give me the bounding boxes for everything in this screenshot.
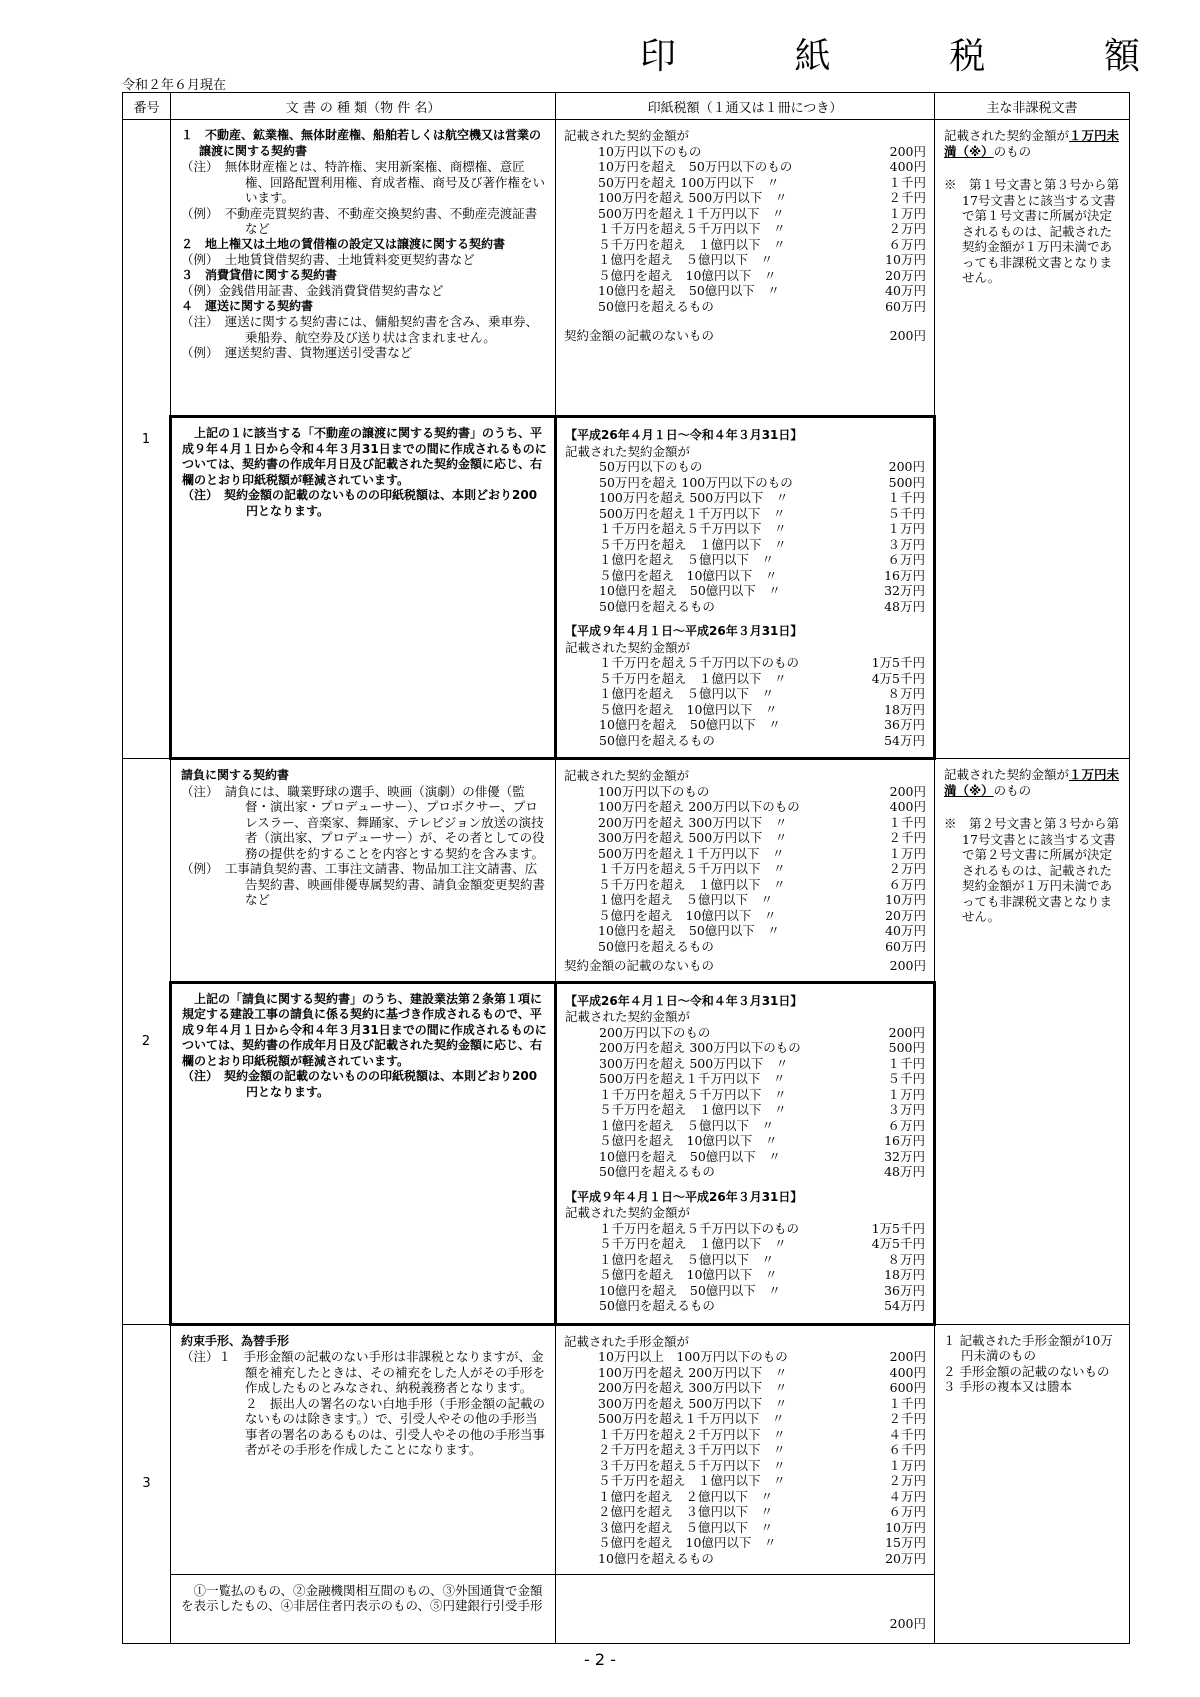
rate-row — [564, 268, 926, 284]
kind-line: ２ 地上権又は土地の賃借権の設定又は譲渡に関する契約書 — [181, 236, 506, 251]
rate-row — [565, 599, 925, 615]
reduced-rate-note — [171, 417, 556, 759]
rate-row — [564, 252, 926, 268]
rate-row — [565, 552, 925, 568]
amount-range: 300万円を超え 500万円以下 〃 — [599, 1055, 789, 1071]
amount-range: 200万円を超え 300万円以下のもの — [599, 1040, 801, 1056]
amount-range: 200万円を超え 300万円以下 〃 — [598, 1380, 788, 1396]
table-row — [123, 1324, 1130, 1574]
amount-range: 100万円を超え 500万円以下 〃 — [599, 490, 789, 506]
rate-row — [565, 733, 925, 749]
exempt-note: ※ 第１号文書と第３号から第17号文書とに該当する文書で第１号文書に所属が決定されるものは、記載された契約金額が１万円未満であっても非課税文書となりません。 — [944, 177, 1120, 285]
rate-row — [564, 939, 926, 955]
tax-rate-cell: 記載された契約金額が 100万円以下のもの 200円 100万円を超え 200万円以下のもの 400円 200万円を超え 300万円以下 〃 １千円 300万円を超え 500万円以下 〃 ２千円 500万円を超え１千万円以下 〃 １万円 １千万円を超え５千万円以下 〃 ２万円 ５千万円を超え １億円以下 〃 ６万円 １億円を超え ５億円以下 〃 10万円 ５億円を超え 10億円以下 〃 20万円 10億円を超え 50億円以下 〃 40万円 50億円を超えるもの 60万円 契約金額の記載のないもの 200円 — [556, 759, 935, 983]
tax-amount: ６万円 — [887, 1117, 925, 1133]
header-exempt: 主な非課税文書 — [935, 93, 1130, 120]
tax-amount: 200円 — [889, 783, 926, 799]
amount-range: 100万円を超え 500万円以下 〃 — [598, 190, 788, 205]
as-of-date: 令和２年６月現在 — [122, 78, 227, 93]
row-number: 1 — [123, 120, 171, 759]
tax-amount: ６万円 — [888, 876, 926, 892]
tax-amount: ２万円 — [888, 221, 926, 236]
rate-row — [564, 283, 926, 299]
amount-range: 200万円以下のもの — [599, 1024, 711, 1040]
period-heading: 【平成26年４月１日～令和４年３月31日】 — [565, 993, 803, 1008]
amount-range: 500万円を超え１千万円以下 〃 — [598, 845, 785, 861]
kind-line: （例） 工事請負契約書、工事注文請書、物品加工注文請書、広告契約書、映画俳優専属契約書、請負金額変更契約書など — [181, 861, 546, 908]
rate-row — [564, 206, 926, 222]
kind-line: （注） 運送に関する契約書には、傭船契約書を含み、乗車券、乗船券、航空券及び送り状は含まれません。 — [181, 314, 539, 345]
tax-amount: ８万円 — [887, 1251, 925, 1267]
amount-range: 50億円を超えるもの — [599, 598, 715, 614]
rate-row — [565, 1025, 925, 1041]
tax-amount: 32万円 — [884, 583, 925, 599]
amount-range: 100万円以下のもの — [598, 783, 710, 799]
header-num: 番号 — [123, 93, 171, 120]
row-number: 3 — [123, 1324, 171, 1643]
rate-row — [565, 686, 925, 702]
kind-line: ３ 消費貸借に関する契約書 — [181, 267, 338, 282]
tax-amount: 20万円 — [885, 1550, 926, 1566]
tax-amount: ２千円 — [888, 830, 926, 846]
rate-row — [565, 459, 925, 475]
rate-row: 契約金額の記載のないもの 200円 — [564, 958, 926, 974]
rate-row — [564, 1551, 926, 1567]
kind-line: （注） 無体財産権とは、特許権、実用新案権、商標権、意匠権、回路配置利用権、育成者権、商号及び著作権をいいます。 — [181, 159, 546, 205]
rate-row — [564, 1365, 926, 1381]
tax-amount: １千円 — [887, 490, 925, 506]
exempt-item: １ 記載された手形金額が10万円未満のもの — [943, 1332, 1113, 1364]
amount-range: 100万円を超え 200万円以下のもの — [598, 799, 800, 815]
rate-row — [565, 717, 925, 733]
rate-row — [565, 1133, 925, 1149]
tax-amount: １万円 — [888, 205, 926, 221]
tax-amount: 1万5千円 — [871, 655, 925, 671]
period-heading: 【平成９年４月１日～平成26年３月31日】 — [565, 1189, 803, 1204]
tax-amount: 18万円 — [884, 1267, 925, 1283]
rate-row — [565, 1071, 925, 1087]
tax-amount: ６千円 — [888, 1442, 926, 1458]
amount-range: ５千万円を超え １億円以下 〃 — [599, 1102, 787, 1118]
amount-range: 10億円を超え 50億円以下 〃 — [599, 717, 781, 733]
header-kind: 文 書 の 種 類（物 件 名） — [171, 93, 556, 120]
tax-amount: １万円 — [887, 1086, 925, 1102]
amount-range: １億円を超え ５億円以下 〃 — [598, 892, 774, 908]
amount-range: 10万円以下のもの — [598, 143, 702, 159]
amount-range: １億円を超え ２億円以下 〃 — [598, 1488, 774, 1504]
rate-row: 契約金額の記載のないもの 200円 — [564, 328, 926, 343]
page-title — [640, 28, 1140, 78]
tax-amount: １千円 — [888, 174, 926, 190]
table-row — [123, 120, 1130, 417]
tax-amount: １万円 — [888, 1457, 926, 1473]
rate-row — [564, 923, 926, 939]
tax-amount: １千円 — [888, 814, 926, 830]
tax-amount: ５千円 — [887, 1071, 925, 1087]
tax-amount: 400円 — [889, 799, 926, 815]
exempt-cell: 記載された契約金額が１万円未満（※）のもの ※ 第１号文書と第３号から第17号文書とに該当する文書で第１号文書に所属が決定されるものは、記載された契約金額が１万円未満であっても非課税文書となりません。 — [935, 120, 1130, 759]
exempt-note: ※ 第２号文書と第３号から第17号文書とに該当する文書で第２号文書に所属が決定されるものは、記載された契約金額が１万円未満であっても非課税文書となりません。 — [944, 816, 1120, 925]
amount-range: 10億円を超え 50億円以下 〃 — [598, 283, 780, 298]
rate-row — [564, 1427, 926, 1443]
kind-line: 約束手形、為替手形 — [181, 1333, 290, 1348]
amount-range: 50億円を超えるもの — [599, 1164, 715, 1180]
tax-amount: １万円 — [887, 521, 925, 537]
amount-range: 50万円を超え 100万円以下 〃 — [598, 174, 780, 190]
rate-row — [564, 908, 926, 924]
amount-range: １億円を超え ５億円以下 〃 — [599, 1117, 775, 1133]
rate-row — [565, 537, 925, 553]
tax-amount: 60万円 — [885, 298, 926, 314]
tax-amount: 54万円 — [884, 732, 925, 748]
rate-row — [565, 568, 925, 584]
amount-range: 10億円を超え 50億円以下 〃 — [598, 923, 780, 939]
amount-range: ５億円を超え 10億円以下 〃 — [599, 1267, 778, 1283]
rate-row — [565, 1267, 925, 1283]
rate-row — [564, 159, 926, 175]
rate-row — [564, 1349, 926, 1365]
tax-amount: 200円 — [889, 1349, 926, 1365]
amount-range: １億円を超え ５億円以下 〃 — [599, 552, 775, 568]
rate-row — [564, 1489, 926, 1505]
rate-row — [565, 1221, 925, 1237]
rate-row — [564, 221, 926, 237]
kind-line: １ 不動産、鉱業権、無体財産権、船舶若しくは航空機又は営業の譲渡に関する契約書 — [181, 128, 542, 158]
header-rate: 印紙税額（１通又は１冊につき） — [556, 93, 935, 120]
tax-amount: 400円 — [889, 1364, 926, 1380]
tax-amount: 1万5千円 — [871, 1220, 925, 1236]
tax-amount: 200円 — [888, 1024, 925, 1040]
note-line: 上記の「請負に関する契約書」のうち、建設業法第２条第１項に規定する建設工事の請負に係る契約に基づき作成されるもので、平成９年４月１日から令和４年３月31日までの間に作成されるものについては、契約書の作成年月日及び記載された契約金額に応じ、右欄のとおり印紙税額が軽減されています。 — [182, 991, 547, 1068]
rate-row — [564, 299, 926, 315]
exempt-cell — [935, 1324, 1130, 1643]
amount-range: ５千万円を超え １億円以下 〃 — [598, 876, 786, 892]
exempt-item: ２ 手形金額の記載のないもの — [943, 1363, 1110, 1379]
rate-row — [565, 490, 925, 506]
amount-range: １億円を超え ５億円以下 〃 — [598, 252, 774, 267]
tax-amount: 40万円 — [885, 923, 926, 939]
rate-row — [564, 877, 926, 893]
amount-range: 10億円を超え 50億円以下 〃 — [599, 583, 781, 599]
rate-row — [565, 1040, 925, 1056]
tax-amount: ６万円 — [888, 236, 926, 252]
kind-line: ２ 振出人の署名のない白地手形（手形金額の記載のないものは除きます。）で、引受人やその他の手形当事者の署名のあるものは、引受人やその他の手形当事者がその手形を作成したことになります。 — [245, 1395, 546, 1458]
rate-row — [564, 1535, 926, 1551]
tax-amount: 40万円 — [885, 283, 926, 298]
reduced-rate-note — [171, 982, 556, 1324]
rate-row — [565, 1056, 925, 1072]
amount-range: 500万円を超え１千万円以下 〃 — [598, 1411, 785, 1427]
rate-row — [564, 237, 926, 253]
tax-amount: 4万5千円 — [871, 670, 925, 686]
kind-line: （注） 請負には、職業野球の選手、映画（演劇）の俳優（監督・演出家・プロデューサー）、プロボクサー、プロレスラー、音楽家、舞踊家、テレビジョン放送の演技者（演出家、プロデューサー）が、その者としての役務の提供を約することを内容とする契約を含みます。 — [181, 783, 545, 861]
rate-row — [564, 144, 926, 160]
tax-amount: ２万円 — [888, 861, 926, 877]
amount-range: 50万円以下のもの — [599, 459, 703, 475]
amount-range: １千万円を超え５千万円以下のもの — [599, 655, 800, 671]
rate-row — [564, 1520, 926, 1536]
tax-rate-cell: 記載された手形金額が 10万円以上 100万円以下のもの 200円 100万円を超え 200万円以下 〃 400円 200万円を超え 300万円以下 〃 600円 300万円を超え 500万円以下 〃 １千円 500万円を超え１千万円以下 〃 ２千円 １千万円を超え２千万円以下 〃 ４千円 ２千万円を超え３千万円以下 〃 ６千円 ３千万円を超え５千万円以下 〃 １万円 ５千万円を超え １億円以下 〃 ２万円 １億円を超え ２億円以下 〃 ４万円 ２億円を超え ３億円以下 〃 ６万円 ３億円を超え ５億円以下 〃 10万円 ５億円を超え 10億円以下 〃 15万円 10億円を超えるもの 20万円 — [556, 1324, 935, 1574]
amount-range: 50億円を超えるもの — [598, 298, 714, 314]
rate-row — [564, 1380, 926, 1396]
amount-range: 10億円を超え 50億円以下 〃 — [599, 1282, 781, 1298]
amount-range: 300万円を超え 500万円以下 〃 — [598, 1395, 788, 1411]
period-heading: 【平成９年４月１日～平成26年３月31日】 — [565, 624, 803, 639]
tax-amount: 600円 — [889, 1380, 926, 1396]
tax-amount: １千円 — [888, 1395, 926, 1411]
amount-range: １千万円を超え５千万円以下 〃 — [598, 221, 786, 236]
tax-amount: 18万円 — [884, 701, 925, 717]
tax-amount: 20万円 — [885, 907, 926, 923]
tax-amount: 48万円 — [884, 1164, 925, 1180]
kind-line: （例） 不動産売買契約書、不動産交換契約書、不動産売渡証書など — [181, 205, 538, 236]
stamp-tax-table — [122, 92, 1130, 1644]
period-heading: 【平成26年４月１日～令和４年３月31日】 — [565, 428, 803, 443]
rate-row — [564, 830, 926, 846]
kind-line: （例） 運送契約書、貨物運送引受書など — [181, 345, 413, 360]
rate-row — [564, 1473, 926, 1489]
amount-range: ２千万円を超え３千万円以下 〃 — [598, 1442, 786, 1458]
tax-amount: 4万5千円 — [871, 1236, 925, 1252]
rate-intro: 記載された契約金額が — [564, 128, 690, 143]
tax-amount: ６万円 — [887, 552, 925, 568]
amount-range: ５千万円を超え １億円以下 〃 — [599, 1236, 787, 1252]
rate-row — [564, 846, 926, 862]
tax-amount: １千円 — [887, 1055, 925, 1071]
kind-line: （注）１ 手形金額の記載のない手形は非課税となりますが、金額を補充したときは、その補充をした人がその手形を作成したものとみなされ、納税義務者となります。 — [181, 1349, 546, 1396]
kind-line: （例） 土地賃貸借契約書、土地賃料変更契約書など — [181, 252, 475, 267]
rate-row — [565, 1298, 925, 1314]
amount-range: ５千万円を超え １億円以下 〃 — [598, 236, 786, 252]
page-number: - 2 - — [584, 1650, 616, 1669]
tax-amount: 48万円 — [884, 598, 925, 614]
rate-row — [565, 521, 925, 537]
rate-row — [565, 1283, 925, 1299]
rate-row — [564, 1504, 926, 1520]
tax-amount: 500円 — [888, 474, 925, 490]
rate-row — [565, 1149, 925, 1165]
tax-amount: ３万円 — [887, 536, 925, 552]
rate-row — [564, 799, 926, 815]
reduced-rate-cell: 【平成26年４月１日～令和４年３月31日】 記載された契約金額が 50万円以下のもの 200円 50万円を超え 100万円以下のもの 500円 100万円を超え 500万円以下 〃 １千円 500万円を超え１千万円以下 〃 ５千円 １千万円を超え５千万円以下 〃 １万円 ５千万円を超え １億円以下 〃 ３万円 １億円を超え ５億円以下 〃 ６万円 ５億円を超え 10億円以下 〃 16万円 10億円を超え 50億円以下 〃 32万円 50億円を超えるもの 48万円 【平成９年４月１日～平成26年３月31日】 記載された契約金額が １千万円を超え５千万円以下のもの 1万5千円 ５千万円を超え １億円以下 〃 4万5千円 １億円を超え ５億円以下 〃 ８万円 ５億円を超え 10億円以下 〃 18万円 10億円を超え 50億円以下 〃 36万円 50億円を超えるもの 54万円 — [556, 417, 935, 759]
tax-amount: 400円 — [889, 159, 926, 174]
tax-amount: ３万円 — [887, 1102, 925, 1118]
amount-range: ５億円を超え 10億円以下 〃 — [598, 267, 777, 283]
special-bill-rate: 200円 — [556, 1574, 935, 1643]
amount-range: １千万円を超え５千万円以下のもの — [599, 1220, 800, 1236]
note-line: （注） 契約金額の記載のないものの印紙税額は、本則どおり200円となります。 — [182, 1069, 538, 1099]
amount-range: ２億円を超え ３億円以下 〃 — [598, 1504, 774, 1520]
rate-row — [565, 583, 925, 599]
amount-range: １千万円を超え５千万円以下 〃 — [599, 521, 787, 537]
amount-range: 10万円以上 100万円以下のもの — [598, 1349, 788, 1365]
tax-amount: 32万円 — [884, 1148, 925, 1164]
amount-range: ３千万円を超え５千万円以下 〃 — [598, 1457, 786, 1473]
amount-range: ５億円を超え 10億円以下 〃 — [599, 701, 778, 717]
note-line: （注） 契約金額の記載のないものの印紙税額は、本則どおり200円となります。 — [182, 488, 538, 518]
amount-range: 500万円を超え１千万円以下 〃 — [599, 505, 786, 521]
rate-row — [564, 1396, 926, 1412]
exempt-item: ３ 手形の複本又は謄本 — [943, 1379, 1072, 1395]
amount-range: １千万円を超え５千万円以下 〃 — [599, 1086, 787, 1102]
tax-amount: ８万円 — [887, 686, 925, 702]
amount-range: ５千万円を超え １億円以下 〃 — [598, 1473, 786, 1489]
tax-amount: 200円 — [889, 143, 926, 159]
tax-amount: ２千円 — [888, 1411, 926, 1427]
special-bill-kind: ①一覧払のもの、②金融機関相互間のもの、③外国通貨で金額を表示したもの、④非居住者円表示のもの、⑤円建銀行引受手形 — [171, 1574, 556, 1643]
title-char: 額 — [1103, 36, 1140, 77]
amount-range: ５千万円を超え １億円以下 〃 — [599, 536, 787, 552]
rate-row — [564, 861, 926, 877]
tax-amount: ６万円 — [888, 1504, 926, 1520]
tax-amount: 10万円 — [885, 892, 926, 908]
document-kind — [171, 120, 556, 417]
rate-row — [565, 475, 925, 491]
row-number: 2 — [123, 759, 171, 1325]
amount-range: １億円を超え ５億円以下 〃 — [599, 1251, 775, 1267]
tax-amount: ４万円 — [888, 1488, 926, 1504]
amount-range: ５億円を超え 10億円以下 〃 — [598, 907, 777, 923]
document-kind — [171, 759, 556, 983]
amount-range: 50億円を超えるもの — [599, 1298, 715, 1314]
amount-range: 200万円を超え 300万円以下 〃 — [598, 814, 788, 830]
rate-row — [564, 190, 926, 206]
tax-amount: 500円 — [888, 1040, 925, 1056]
amount-range: 300万円を超え 500万円以下 〃 — [598, 830, 788, 846]
rate-row — [565, 655, 925, 671]
title-char: 印 — [640, 36, 677, 77]
amount-range: 10万円を超え 50万円以下のもの — [598, 159, 793, 174]
tax-amount: ２万円 — [888, 1473, 926, 1489]
rate-row — [565, 702, 925, 718]
amount-range: 50万円を超え 100万円以下のもの — [599, 474, 793, 490]
amount-range: ５億円を超え 10億円以下 〃 — [598, 1535, 777, 1551]
exempt-cell: 記載された契約金額が１万円未満（※）のもの ※ 第２号文書と第３号から第17号文書とに該当する文書で第２号文書に所属が決定されるものは、記載された契約金額が１万円未満であっても非課税文書となりません。 — [935, 759, 1130, 1325]
rate-row — [564, 1411, 926, 1427]
title-char: 紙 — [794, 36, 831, 77]
amount-range: 10億円を超え 50億円以下 〃 — [599, 1148, 781, 1164]
tax-amount: 200円 — [888, 459, 925, 475]
amount-range: ５億円を超え 10億円以下 〃 — [599, 567, 778, 583]
rate-row — [564, 784, 926, 800]
rate-row — [564, 1458, 926, 1474]
document-kind — [171, 1324, 556, 1574]
amount-range: 500万円を超え１千万円以下 〃 — [599, 1071, 786, 1087]
tax-amount: ５千円 — [887, 505, 925, 521]
tax-amount: ２千円 — [888, 190, 926, 205]
tax-amount: 20万円 — [885, 267, 926, 283]
kind-line: 請負に関する契約書 — [181, 768, 290, 783]
amount-range: ５千万円を超え １億円以下 〃 — [599, 670, 787, 686]
kind-line: ４ 運送に関する契約書 — [181, 298, 314, 313]
rate-row — [565, 1102, 925, 1118]
rate-row — [564, 1442, 926, 1458]
tax-amount: １万円 — [888, 845, 926, 861]
rate-row — [564, 815, 926, 831]
table-header-row — [123, 93, 1130, 120]
note-line: 上記の１に該当する「不動産の譲渡に関する契約書」のうち、平成９年４月１日から令和４年３月31日までの間に作成されるものについては、契約書の作成年月日及び記載された契約金額に応じ、右欄のとおり印紙税額が軽減されています。 — [182, 426, 547, 487]
amount-range: １億円を超え ５億円以下 〃 — [599, 686, 775, 702]
tax-amount: 15万円 — [885, 1535, 926, 1551]
amount-range: 500万円を超え１千万円以下 〃 — [598, 205, 785, 221]
rate-row — [565, 1118, 925, 1134]
amount-range: 100万円を超え 200万円以下 〃 — [598, 1364, 788, 1380]
tax-amount: 36万円 — [884, 1282, 925, 1298]
amount-range: ３億円を超え ５億円以下 〃 — [598, 1519, 774, 1535]
amount-range: 10億円を超えるもの — [598, 1550, 714, 1566]
amount-range: 50億円を超えるもの — [599, 732, 715, 748]
rate-row — [565, 1236, 925, 1252]
title-char: 税 — [949, 36, 986, 77]
tax-amount: 36万円 — [884, 717, 925, 733]
rate-row — [565, 506, 925, 522]
tax-amount: 60万円 — [885, 938, 926, 954]
rate-row — [565, 1087, 925, 1103]
rate-row — [564, 892, 926, 908]
rate-row — [564, 175, 926, 191]
tax-amount: 54万円 — [884, 1298, 925, 1314]
amount-range: ５億円を超え 10億円以下 〃 — [599, 1133, 778, 1149]
rate-row — [565, 1164, 925, 1180]
amount-range: 50億円を超えるもの — [598, 938, 714, 954]
table-row — [123, 759, 1130, 983]
tax-amount: 16万円 — [884, 1133, 925, 1149]
kind-line: （例）金銭借用証書、金銭消費貸借契約書など — [181, 283, 444, 298]
amount-range: １千万円を超え５千万円以下 〃 — [598, 861, 786, 877]
amount-range: １千万円を超え２千万円以下 〃 — [598, 1426, 786, 1442]
tax-amount: 10万円 — [885, 1519, 926, 1535]
tax-amount: 16万円 — [884, 567, 925, 583]
tax-amount: 10万円 — [885, 252, 926, 267]
rate-row — [565, 671, 925, 687]
reduced-rate-cell: 【平成26年４月１日～令和４年３月31日】 記載された契約金額が 200万円以下のもの 200円 200万円を超え 300万円以下のもの 500円 300万円を超え 500万円以下 〃 １千円 500万円を超え１千万円以下 〃 ５千円 １千万円を超え５千万円以下 〃 １万円 ５千万円を超え １億円以下 〃 ３万円 １億円を超え ５億円以下 〃 ６万円 ５億円を超え 10億円以下 〃 16万円 10億円を超え 50億円以下 〃 32万円 50億円を超えるもの 48万円 【平成９年４月１日～平成26年３月31日】 記載された契約金額が １千万円を超え５千万円以下のもの 1万5千円 ５千万円を超え １億円以下 〃 4万5千円 １億円を超え ５億円以下 〃 ８万円 ５億円を超え 10億円以下 〃 18万円 10億円を超え 50億円以下 〃 36万円 50億円を超えるもの 54万円 — [556, 982, 935, 1324]
rate-row — [565, 1252, 925, 1268]
tax-rate-cell — [556, 120, 935, 417]
tax-amount: ４千円 — [888, 1426, 926, 1442]
